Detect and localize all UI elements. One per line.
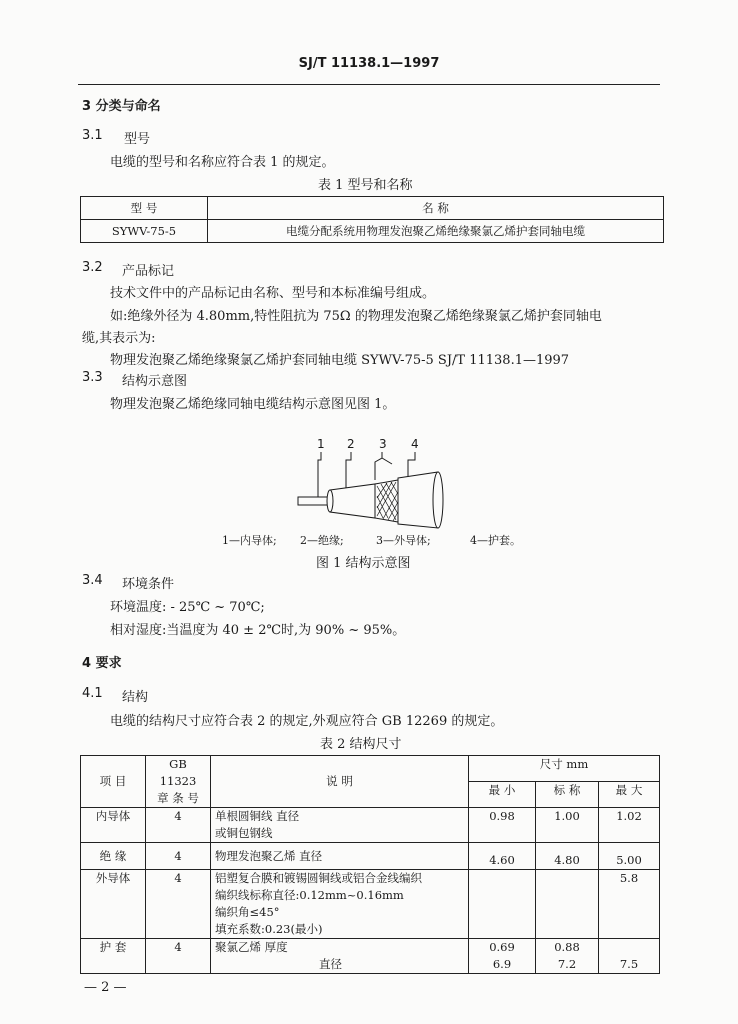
jacket <box>398 472 438 528</box>
table-2-header-item: 项 目 <box>81 756 146 808</box>
section-4-title: 4 要求 <box>82 656 122 671</box>
row-jacket-desc <box>211 939 469 974</box>
table-2 <box>80 755 660 974</box>
jacket-min-diameter: 6.9 <box>492 957 512 971</box>
page-number: — 2 — <box>84 980 127 995</box>
table-2-header-description: 说 明 <box>211 756 469 808</box>
figure-label-1: 1 <box>317 437 325 451</box>
figure-label-3: 3 <box>379 437 387 451</box>
table-1-caption: 表 1 型号和名称 <box>318 178 413 193</box>
figure-label-4: 4 <box>411 437 419 451</box>
row-inner-conductor-desc <box>211 808 469 843</box>
table-1-header-name: 名 称 <box>208 197 664 220</box>
row-jacket-item: 护 套 <box>81 939 146 974</box>
section-3-1-text: 电缆的型号和名称应符合表 1 的规定。 <box>110 155 335 170</box>
row-jacket-nominal <box>536 939 599 974</box>
row-outer-conductor-clause: 4 <box>146 870 211 939</box>
leader-line-3 <box>375 452 382 480</box>
section-4-1-title: 结构 <box>122 690 149 705</box>
inner-conductor <box>298 497 330 505</box>
table-2-header-max: 最 大 <box>599 782 660 808</box>
header-rule <box>78 84 660 85</box>
row-outer-conductor-item: 外导体 <box>81 870 146 939</box>
section-3-2-number: 3.2 <box>82 260 103 275</box>
row-insulation-desc: 物理发泡聚乙烯 直径 <box>211 843 469 870</box>
leader-line-3b <box>382 458 392 464</box>
standard-number-header: SJ/T 11138.1—1997 <box>298 56 440 71</box>
table-2-header-size: 尺寸 mm <box>469 756 660 782</box>
jacket-end <box>433 472 443 528</box>
desc-line: 聚氯乙烯 厚度 <box>215 940 288 954</box>
figure-1-caption: 图 1 结构示意图 <box>316 556 411 571</box>
leader-line-2 <box>346 452 351 492</box>
desc-line: 或铜包钢线 <box>215 826 273 840</box>
section-3-2-text-2b: 缆,其表示为: <box>82 331 156 346</box>
table-1-header-model: 型 号 <box>81 197 208 220</box>
row-outer-conductor-max: 5.8 <box>599 870 660 939</box>
desc-line: 填充系数:0.23(最小) <box>215 922 323 936</box>
table-2-header-clause <box>146 756 211 808</box>
row-insulation-min: 4.60 <box>469 843 536 870</box>
jacket-min-thickness: 0.69 <box>489 940 515 954</box>
section-3-3-text: 物理发泡聚乙烯绝缘同轴电缆结构示意图见图 1。 <box>110 397 396 412</box>
desc-line: 单根圆铜线 直径 <box>215 809 300 823</box>
table-2-header-nominal: 标 称 <box>536 782 599 808</box>
figure-legend-4: 4—护套。 <box>470 534 521 547</box>
section-3-2-title: 产品标记 <box>122 264 175 279</box>
table-row <box>81 939 660 974</box>
section-3-4-text-2: 相对湿度:当温度为 40 ± 2℃时,为 90% ~ 95%。 <box>110 623 406 638</box>
table-row <box>81 843 660 870</box>
table-2-header-clause-line2: 章 条 号 <box>157 791 199 805</box>
row-inner-conductor-min: 0.98 <box>469 808 536 843</box>
section-3-3-number: 3.3 <box>82 370 103 385</box>
section-3-4-text-1: 环境温度: - 25℃ ~ 70℃; <box>110 600 265 615</box>
section-3-2-text-2a: 如:绝缘外径为 4.80mm,特性阻抗为 75Ω 的物理发泡聚乙烯绝缘聚氯乙烯护套同轴电 <box>110 309 602 324</box>
section-3-1-title: 型号 <box>124 132 151 147</box>
row-insulation-nominal: 4.80 <box>536 843 599 870</box>
row-jacket-clause: 4 <box>146 939 211 974</box>
table-1 <box>80 196 664 243</box>
table-2-header-min: 最 小 <box>469 782 536 808</box>
desc-line: 编织线标称直径:0.12mm~0.16mm <box>215 888 404 902</box>
insulation-end <box>327 490 333 512</box>
row-insulation-clause: 4 <box>146 843 211 870</box>
row-insulation-max: 5.00 <box>599 843 660 870</box>
row-jacket-min <box>469 939 536 974</box>
figure-legend-1: 1—内导体; <box>222 534 277 547</box>
figure-legend-2: 2—绝缘; <box>300 534 344 547</box>
jacket-max-diameter: 7.5 <box>619 957 639 971</box>
table-2-caption: 表 2 结构尺寸 <box>320 737 402 752</box>
section-3-2-text-3: 物理发泡聚乙烯绝缘聚氯乙烯护套同轴电缆 SYWV-75-5 SJ/T 11138.1—1997 <box>110 353 570 368</box>
table-row <box>81 870 660 939</box>
row-inner-conductor-clause: 4 <box>146 808 211 843</box>
section-3-title: 3 分类与命名 <box>82 99 161 114</box>
jacket-nominal-thickness: 0.88 <box>554 940 580 954</box>
row-outer-conductor-nominal <box>536 870 599 939</box>
figure-1-cable-diagram <box>280 432 460 532</box>
section-3-3-title: 结构示意图 <box>122 374 188 389</box>
row-inner-conductor-nominal: 1.00 <box>536 808 599 843</box>
row-insulation-item: 绝 缘 <box>81 843 146 870</box>
figure-label-2: 2 <box>347 437 355 451</box>
row-outer-conductor-min <box>469 870 536 939</box>
desc-line: 编织角≤45° <box>215 905 280 919</box>
table-1-cell-name: 电缆分配系统用物理发泡聚乙烯绝缘聚氯乙烯护套同轴电缆 <box>208 220 664 243</box>
table-2-header-clause-line1: GB 11323 <box>159 757 197 788</box>
row-inner-conductor-item: 内导体 <box>81 808 146 843</box>
insulation <box>330 484 375 518</box>
section-3-2-text-1: 技术文件中的产品标记由名称、型号和本标准编号组成。 <box>110 286 436 301</box>
leader-line-1 <box>318 452 321 502</box>
jacket-nominal-diameter: 7.2 <box>557 957 577 971</box>
section-3-4-title: 环境条件 <box>122 577 175 592</box>
row-inner-conductor-max: 1.02 <box>599 808 660 843</box>
jacket-max-spacer <box>603 939 655 956</box>
section-3-4-number: 3.4 <box>82 573 103 588</box>
section-4-1-text: 电缆的结构尺寸应符合表 2 的规定,外观应符合 GB 12269 的规定。 <box>110 714 504 729</box>
table-1-cell-model: SYWV-75-5 <box>81 220 208 243</box>
desc-line: 铝塑复合膜和镀锡圆铜线或铝合金线编织 <box>215 871 422 885</box>
row-outer-conductor-desc <box>211 870 469 939</box>
row-jacket-max <box>599 939 660 974</box>
desc-line: 直径 <box>319 957 342 971</box>
section-4-1-number: 4.1 <box>82 686 103 701</box>
table-row <box>81 808 660 843</box>
figure-legend-3: 3—外导体; <box>376 534 431 547</box>
section-3-1-number: 3.1 <box>82 128 103 143</box>
